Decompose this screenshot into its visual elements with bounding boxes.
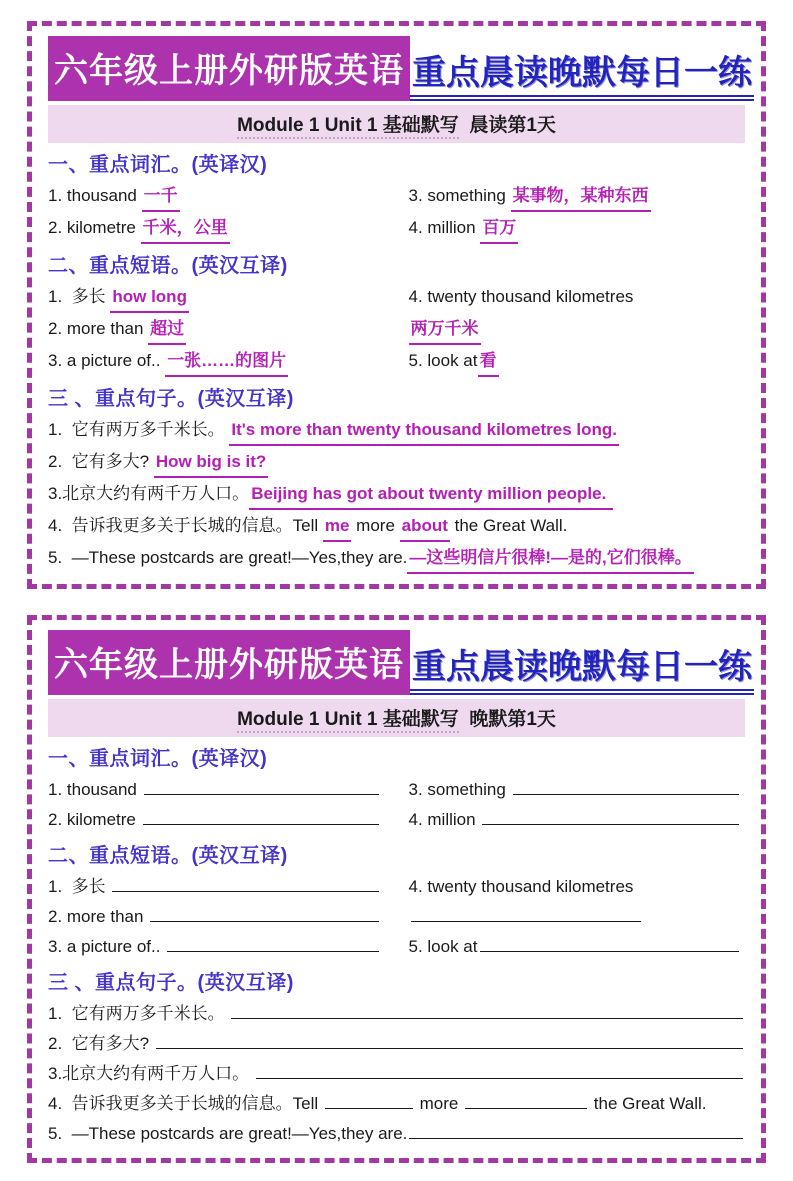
worksheet-row <box>48 1089 745 1118</box>
item-text: 4. million <box>408 810 481 829</box>
sentence-list <box>48 415 745 574</box>
worksheet-row <box>48 1119 745 1148</box>
answer-blank <box>256 1078 743 1079</box>
item-text: 4. million <box>408 218 481 237</box>
item-text: 3. a picture of.. <box>48 351 166 370</box>
item-text: 2. 它有多大? <box>48 1034 154 1053</box>
answer-text: me <box>323 511 352 542</box>
item-text: 2. more than <box>48 907 149 926</box>
answer-blank <box>480 951 740 952</box>
row-cell <box>409 775 746 804</box>
answer-text: about <box>400 511 450 542</box>
worksheet-row <box>48 543 745 574</box>
item-text: 5. look at <box>408 351 478 370</box>
lesson-subtitle-main: Module 1 Unit 1 基础默写 <box>237 115 459 139</box>
answer-blank <box>409 1138 743 1139</box>
row-cell <box>48 1029 745 1058</box>
section-heading-sentences: 三 、重点句子。(英汉互译) <box>48 388 294 410</box>
item-text: 3. something <box>408 780 511 799</box>
row-cell <box>48 511 745 542</box>
main-title: 重点晨读晚默每日一练 <box>410 639 754 695</box>
row-cell <box>409 921 746 922</box>
row-cell <box>48 415 745 446</box>
answer-blank <box>231 1018 743 1019</box>
row-cell <box>48 447 745 478</box>
item-text: 4. twenty thousand kilometres <box>408 287 634 306</box>
lesson-subtitle-day: 晨读第1天 <box>458 115 556 136</box>
answer-blank <box>156 1048 743 1049</box>
worksheet-panel-evening <box>27 615 766 1163</box>
row-cell <box>48 346 399 377</box>
row-cell <box>48 1089 745 1118</box>
worksheet-row <box>48 314 745 345</box>
item-text: 5. —These postcards are great!—Yes,they are. <box>48 548 408 567</box>
item-text: 3. something <box>408 186 511 205</box>
row-cell <box>48 181 399 212</box>
item-text: 1. 它有两万多千米长。 <box>48 1004 230 1023</box>
item-text: 3. a picture of.. <box>48 937 166 956</box>
item-text: more <box>351 516 400 535</box>
answer-blank <box>411 921 641 922</box>
row-cell <box>48 282 399 313</box>
answer-text: 一千 <box>142 181 180 212</box>
vocabulary-list <box>48 181 745 244</box>
item-text: 1. 它有两万多千米长。 <box>48 420 230 439</box>
worksheet-row <box>48 181 745 212</box>
worksheet-row <box>48 999 745 1028</box>
row-cell <box>48 213 399 244</box>
item-text: 2. kilometre <box>48 810 141 829</box>
item-text: 4. twenty thousand kilometres <box>408 877 634 896</box>
row-cell <box>48 1059 745 1088</box>
row-cell <box>409 932 746 961</box>
worksheet-row <box>48 775 745 804</box>
row-cell <box>48 314 399 345</box>
worksheet-row <box>48 479 745 510</box>
worksheet-row <box>48 932 745 961</box>
row-cell <box>48 902 399 931</box>
item-text: 3.北京大约有两千万人口。 <box>48 1064 254 1083</box>
panel-header <box>48 36 752 101</box>
item-text: 5. —These postcards are great!—Yes,they are. <box>48 1124 408 1143</box>
phrase-list <box>48 872 745 961</box>
sentence-list <box>48 999 745 1148</box>
worksheet-row <box>48 346 745 377</box>
worksheet-row <box>48 1029 745 1058</box>
series-title: 六年级上册外研版英语 <box>48 630 410 695</box>
worksheet-row <box>48 447 745 478</box>
answer-text: Beijing has got about twenty million people. <box>249 479 613 510</box>
item-text: 2. kilometre <box>48 218 141 237</box>
worksheet-row <box>48 213 745 244</box>
row-cell <box>48 479 745 510</box>
answer-blank <box>482 824 739 825</box>
answer-text: 千米，公里 <box>141 213 230 244</box>
section-heading-vocabulary: 一、重点词汇。(英译汉) <box>48 154 268 176</box>
lesson-subtitle-day: 晚默第1天 <box>458 709 556 730</box>
item-text: 3.北京大约有两千万人口。 <box>48 484 250 503</box>
item-text: the Great Wall. <box>449 516 568 535</box>
worksheet-row <box>48 902 745 931</box>
worksheet-row <box>48 1059 745 1088</box>
phrase-list <box>48 282 745 377</box>
worksheet-row <box>48 805 745 834</box>
answer-text: 一张……的图片 <box>165 346 288 377</box>
row-cell <box>48 805 399 834</box>
section-heading-sentences: 三 、重点句子。(英汉互译) <box>48 972 294 994</box>
section-heading-vocabulary: 一、重点词汇。(英译汉) <box>48 748 268 770</box>
row-cell <box>409 346 746 377</box>
lesson-subtitle-bar <box>48 699 745 737</box>
answer-text: 两万千米 <box>409 314 481 345</box>
row-cell <box>409 314 746 345</box>
worksheet-row <box>48 872 745 901</box>
answer-text: 某事物，某种东西 <box>511 181 651 212</box>
item-text: 2. 它有多大? <box>48 452 154 471</box>
main-title: 重点晨读晚默每日一练 <box>410 45 754 101</box>
row-cell <box>409 282 746 311</box>
row-cell <box>409 213 746 244</box>
row-cell <box>409 805 746 834</box>
panel-header <box>48 630 752 695</box>
item-text: 1. thousand <box>48 186 142 205</box>
answer-text: 超过 <box>148 314 186 345</box>
section-heading-phrases: 二、重点短语。(英汉互译) <box>48 255 288 277</box>
row-cell <box>409 181 746 212</box>
answer-blank <box>325 1108 413 1109</box>
lesson-subtitle-bar <box>48 105 745 143</box>
item-text: 4. 告诉我更多关于长城的信息。Tell <box>48 1094 323 1113</box>
answer-blank <box>150 921 378 922</box>
row-cell <box>48 872 399 901</box>
worksheet-row <box>48 511 745 542</box>
answer-text: how long <box>110 282 189 313</box>
row-cell <box>409 872 746 901</box>
item-text: 5. look at <box>408 937 478 956</box>
answer-text: 百万 <box>480 213 518 244</box>
item-text: 4. 告诉我更多关于长城的信息。Tell <box>48 516 323 535</box>
answer-text: 看 <box>478 346 499 377</box>
item-text: 1. 多长 <box>48 287 111 306</box>
item-text: the Great Wall. <box>589 1094 707 1113</box>
row-cell <box>48 932 399 961</box>
row-cell <box>48 543 745 574</box>
worksheet-row <box>48 282 745 313</box>
worksheet-row <box>48 415 745 446</box>
vocabulary-list <box>48 775 745 834</box>
item-text: more <box>414 1094 464 1113</box>
answer-text: It's more than twenty thousand kilometres long. <box>229 415 619 446</box>
item-text: 2. more than <box>48 319 149 338</box>
worksheet-panel-morning <box>27 21 766 589</box>
row-cell <box>48 999 745 1028</box>
answer-text: —这些明信片很棒!—是的,它们很棒。 <box>407 543 693 574</box>
item-text: 1. 多长 <box>48 877 111 896</box>
row-cell <box>48 775 399 804</box>
lesson-subtitle-main: Module 1 Unit 1 基础默写 <box>237 709 459 733</box>
answer-text: How big is it? <box>154 447 269 478</box>
row-cell <box>48 1119 745 1148</box>
item-text: 1. thousand <box>48 780 142 799</box>
series-title: 六年级上册外研版英语 <box>48 36 410 101</box>
answer-blank <box>112 891 378 892</box>
section-heading-phrases: 二、重点短语。(英汉互译) <box>48 845 288 867</box>
answer-blank <box>144 794 379 795</box>
answer-blank <box>465 1108 587 1109</box>
answer-blank <box>143 824 379 825</box>
answer-blank <box>167 951 378 952</box>
answer-blank <box>513 794 739 795</box>
